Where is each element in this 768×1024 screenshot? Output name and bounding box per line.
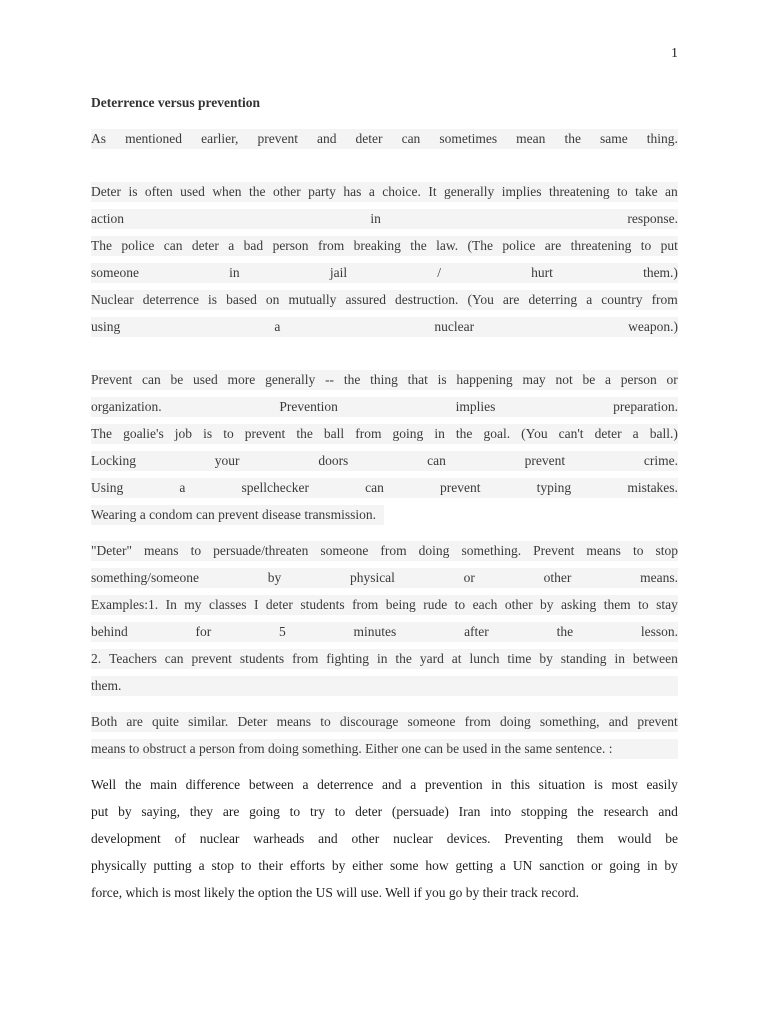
paragraph-line: someone in jail / hurt them.) <box>91 263 678 283</box>
paragraph-line: organization. Prevention implies preparation. <box>91 397 678 417</box>
paragraph-line: using a nuclear weapon.) <box>91 317 678 337</box>
paragraph-line: behind for 5 minutes after the lesson. <box>91 622 678 642</box>
paragraph-line: Prevent can be used more generally -- the thing that is happening may not be a person or <box>91 370 678 390</box>
paragraph-line: Examples:1. In my classes I deter students from being rude to each other by asking them to stay <box>91 595 678 615</box>
paragraph-line: Nuclear deterrence is based on mutually assured destruction. (You are deterring a country from <box>91 290 678 310</box>
page-number: 1 <box>671 46 678 61</box>
paragraph-line: As mentioned earlier, prevent and deter can sometimes mean the same thing. <box>91 129 678 149</box>
paragraph-line: Well the main difference between a deterrence and a prevention in this situation is most easily <box>91 777 678 792</box>
paragraph-line: 2. Teachers can prevent students from fighting in the yard at lunch time by standing in between <box>91 649 678 669</box>
document-title: Deterrence versus prevention <box>91 95 260 110</box>
paragraph-line: force, which is most likely the option the US will use. Well if you go by their track record. <box>91 885 579 900</box>
paragraph-line: development of nuclear warheads and other nuclear devices. Preventing them would be <box>91 831 678 846</box>
paragraph-line: The police can deter a bad person from breaking the law. (The police are threatening to put <box>91 236 678 256</box>
paragraph-line: put by saying, they are going to try to deter (persuade) Iran into stopping the research and <box>91 804 678 819</box>
paragraph-line: Using a spellchecker can prevent typing mistakes. <box>91 478 678 498</box>
paragraph-line: The goalie's job is to prevent the ball from going in the goal. (You can't deter a ball.) <box>91 424 678 444</box>
paragraph-line: them. <box>91 676 678 696</box>
paragraph-line: physically putting a stop to their efforts by either some how getting a UN sanction or going in by <box>91 858 678 873</box>
paragraph-line: "Deter" means to persuade/threaten someone from doing something. Prevent means to stop <box>91 541 678 561</box>
paragraph-line: action in response. <box>91 209 678 229</box>
paragraph-line: means to obstruct a person from doing something. Either one can be used in the same sentence. : <box>91 739 678 759</box>
paragraph-line: something/someone by physical or other means. <box>91 568 678 588</box>
paragraph-line: Both are quite similar. Deter means to discourage someone from doing something, and prevent <box>91 712 678 732</box>
paragraph-line: Wearing a condom can prevent disease transmission. <box>91 505 384 525</box>
paragraph-line: Deter is often used when the other party has a choice. It generally implies threatening to take an <box>91 182 678 202</box>
paragraph-line: Locking your doors can prevent crime. <box>91 451 678 471</box>
